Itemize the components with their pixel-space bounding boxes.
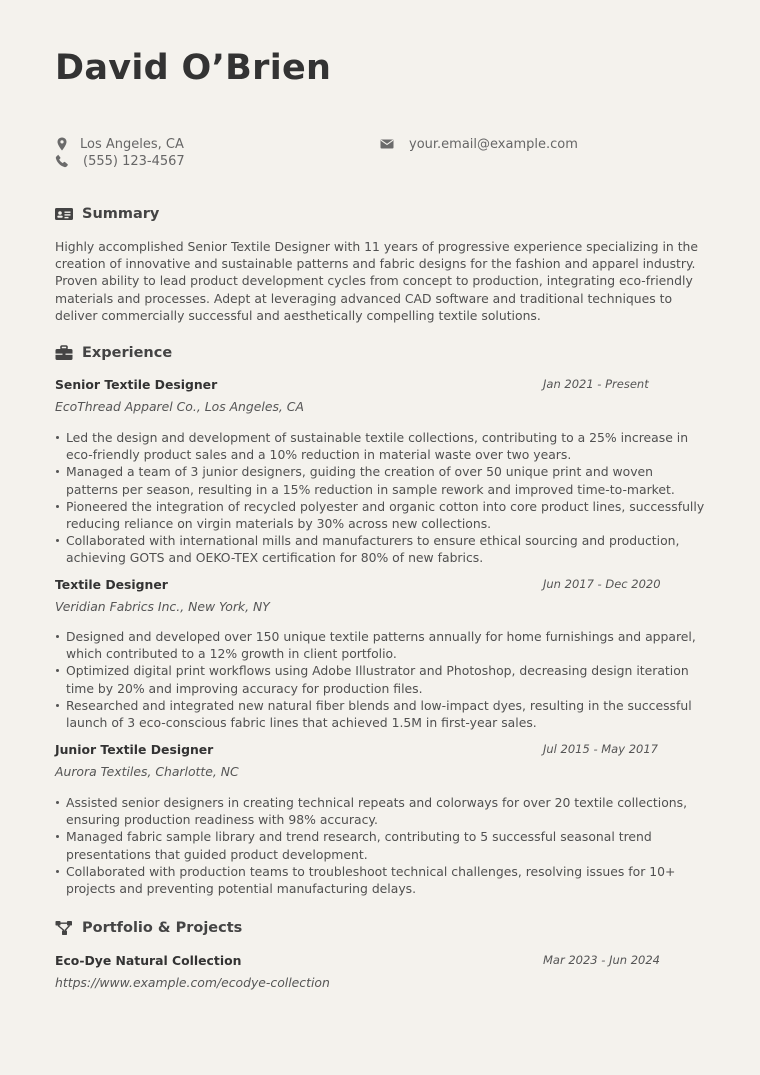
- list-item: Led the design and development of sustainable textile collections, contributing to a 25% increase in eco-friendly product sales and a 10% reduction in material waste over two years.: [55, 429, 707, 463]
- list-item: Researched and integrated new natural fiber blends and low-impact dyes, resulting in the successful launch of 3 eco-conscious fabric lines that achieved 1.5M in first-year sales.: [55, 697, 707, 731]
- list-item: Pioneered the integration of recycled polyester and organic cotton into core product lines, successfully reducing reliance on virgin materials by 30% across new collections.: [55, 498, 707, 532]
- location-text: Los Angeles, CA: [80, 136, 184, 152]
- contact-phone: [55, 153, 185, 169]
- job-company: EcoThread Apparel Co., Los Angeles, CA: [55, 399, 304, 414]
- phone-text: (555) 123-4567: [83, 153, 185, 169]
- list-item: Collaborated with production teams to troubleshoot technical challenges, resolving issues for 10+ projects and preventing potential manufacturing delays.: [55, 863, 707, 897]
- job-company: Aurora Textiles, Charlotte, NC: [55, 764, 239, 779]
- project-dates: Mar 2023 - Jun 2024: [543, 953, 660, 967]
- contact-location: [55, 136, 184, 152]
- job-bullets: [55, 628, 707, 731]
- summary-text: Highly accomplished Senior Textile Designer with 11 years of progressive experience specializing in the creation of innovative and sustainable patterns and fabric designs for the fashion and apparel industry. Proven ability to lead product development cycles from concept to production, integrating eco-friendly materials and processes. Adept at leveraging advanced CAD software and traditional techniques to deliver commercially successful and aesthetically compelling textile solutions.: [55, 239, 699, 323]
- portfolio-heading: [55, 920, 242, 936]
- project-link[interactable]: https://www.example.com/ecodye-collection: [55, 975, 330, 990]
- id-card-icon: [55, 206, 73, 222]
- job-title: Senior Textile Designer: [55, 377, 218, 392]
- email-text[interactable]: your.email@example.com: [409, 136, 578, 152]
- list-item: Designed and developed over 150 unique textile patterns annually for home furnishings and apparel, which contributed to a 12% growth in client portfolio.: [55, 628, 707, 662]
- list-item: Collaborated with international mills and manufacturers to ensure ethical sourcing and production, achieving GOTS and OEKO-TEX certification for 80% of new fabrics.: [55, 532, 707, 566]
- list-item: Managed fabric sample library and trend research, contributing to 5 successful seasonal trend presentations that guided product development.: [55, 828, 707, 862]
- job-dates: Jan 2021 - Present: [543, 377, 649, 391]
- contact-email: [380, 136, 578, 152]
- job-title: Textile Designer: [55, 577, 168, 592]
- job-title: Junior Textile Designer: [55, 742, 214, 757]
- summary-title: Summary: [82, 206, 160, 222]
- network-nodes-icon: [55, 920, 73, 936]
- summary-heading: [55, 206, 159, 222]
- map-pin-icon: [55, 137, 69, 151]
- job-bullets: [55, 794, 707, 897]
- portfolio-title: Portfolio & Projects: [82, 920, 243, 936]
- job-bullets: [55, 429, 707, 567]
- list-item: Managed a team of 3 junior designers, guiding the creation of over 50 unique print and woven patterns per season, resulting in a 15% reduction in sample rework and improved time-to-market.: [55, 463, 707, 497]
- envelope-icon: [380, 137, 394, 151]
- job-company: Veridian Fabrics Inc., New York, NY: [55, 599, 270, 614]
- list-item: Optimized digital print workflows using Adobe Illustrator and Photoshop, decreasing design iteration time by 20% and improving accuracy for production files.: [55, 662, 707, 696]
- experience-title: Experience: [82, 345, 173, 361]
- job-dates: Jul 2015 - May 2017: [543, 742, 658, 756]
- candidate-name: David O’Brien: [55, 48, 332, 88]
- phone-icon: [55, 154, 69, 168]
- briefcase-icon: [55, 345, 73, 361]
- job-dates: Jun 2017 - Dec 2020: [543, 577, 661, 591]
- project-title: Eco-Dye Natural Collection: [55, 953, 242, 968]
- list-item: Assisted senior designers in creating technical repeats and colorways for over 20 textile collections, ensuring production readiness with 98% accuracy.: [55, 794, 707, 828]
- experience-heading: [55, 345, 172, 361]
